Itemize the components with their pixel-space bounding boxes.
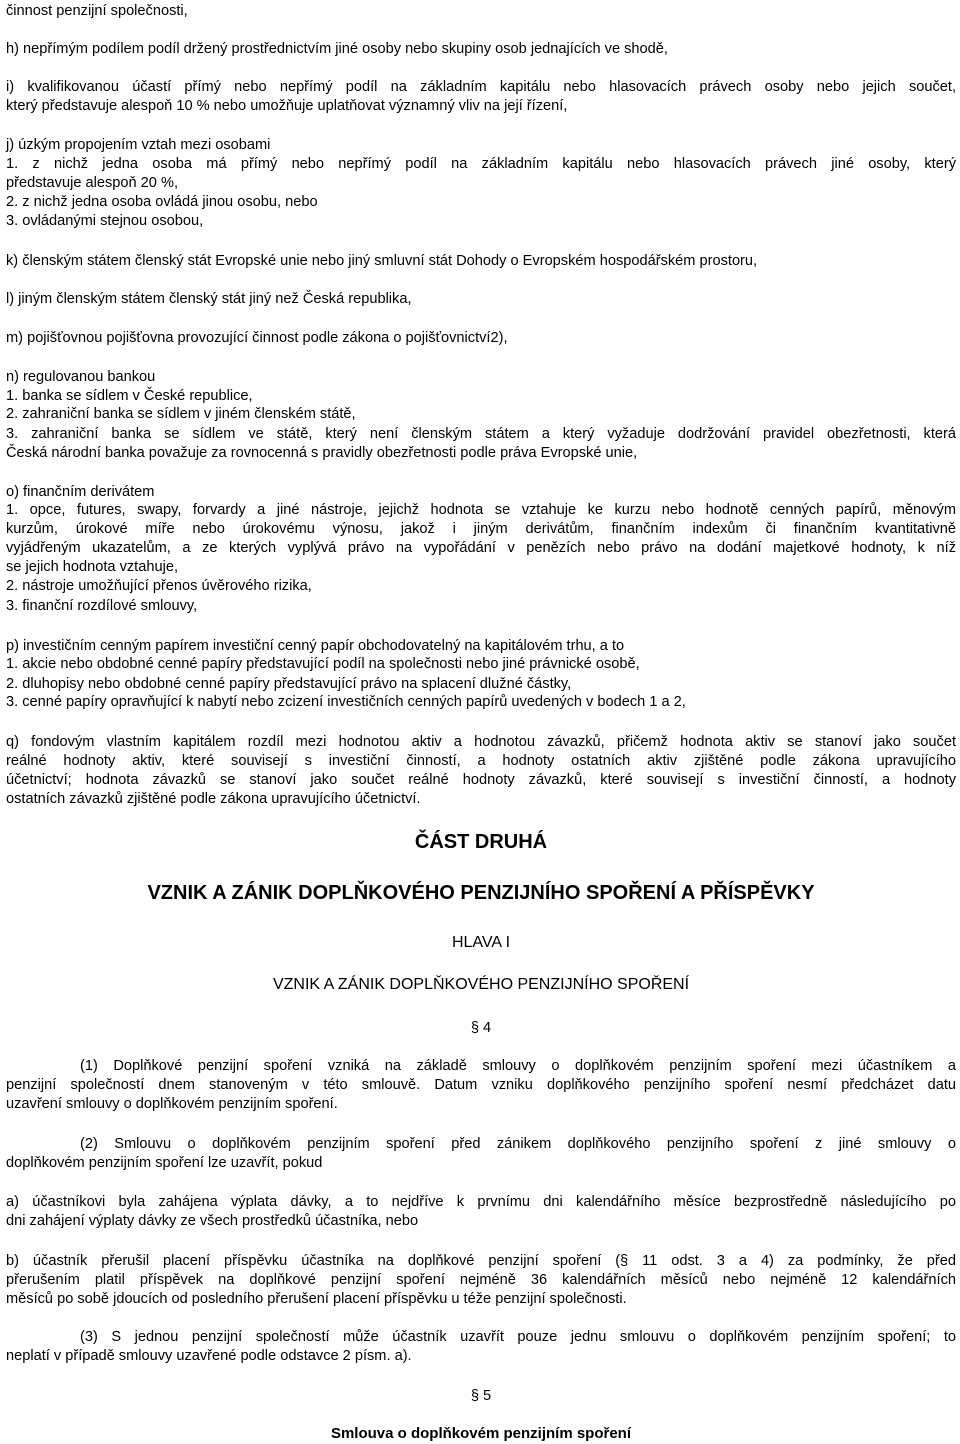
text-line: q) fondovým vlastním kapitálem rozdíl mezi hodnotou aktiv a hodnotou závazků, přičemž hodnota aktiv se stanoví jako součet: [6, 734, 956, 750]
text-line: měsíců po sobě jdoucích od posledního přerušení placení příspěvku u téže penzijní společnosti.: [6, 1291, 627, 1307]
text-line: j) úzkým propojením vztah mezi osobami: [6, 137, 271, 153]
text-line: 3. finanční rozdílové smlouvy,: [6, 598, 198, 614]
part-heading: ČÁST DRUHÁ: [414, 831, 548, 853]
text-line: n) regulovanou bankou: [6, 369, 156, 385]
text-line: b) účastník přerušil placení příspěvku účastníka na doplňkové penzijní spoření (§ 11 odst. 3 a 4) za podmínky, že před: [6, 1253, 956, 1269]
text-line: ostatních závazků zjištěné podle zákona upravujícího účetnictví.: [6, 791, 421, 807]
text-line: h) nepřímým podílem podíl držený prostřednictvím jiné osoby nebo skupiny osob jednajících ve shodě,: [6, 41, 668, 57]
text-line: l) jiným členským státem členský stát jiný než Česká republika,: [6, 291, 412, 307]
text-line: 2. z nichž jedna osoba ovládá jinou osobu, nebo: [6, 194, 318, 210]
text-line: vyjádřeným ukazatelům, a ze kterých vyplývá právo na vypořádání v penězích nebo právo na dodání majetkové hodnoty, k níž: [6, 540, 956, 556]
text-line: p) investičním cenným papírem investiční cenný papír obchodovatelný na kapitálovém trhu, a to: [6, 638, 625, 654]
text-line: penzijní společností dnem stanoveným v této smlouvě. Datum vzniku doplňkového penzijního spoření nesmí předcházet datu: [6, 1077, 956, 1093]
text-line: 1. opce, futures, swapy, forvardy a jiné nástroje, jejichž hodnota se vztahuje ke kurzu nebo hodnotě cenných papírů, měnovým: [6, 502, 956, 518]
chapter-title: VZNIK A ZÁNIK DOPLŇKOVÉHO PENZIJNÍHO SPOŘENÍ: [272, 976, 690, 993]
text-line: m) pojišťovnou pojišťovna provozující činnost podle zákona o pojišťovnictví2),: [6, 330, 508, 346]
part-title: VZNIK A ZÁNIK DOPLŇKOVÉHO PENZIJNÍHO SPOŘENÍ A PŘÍSPĚVKY: [147, 882, 815, 904]
text-line: a) účastníkovi byla zahájena výplata dávky, a to nejdříve k prvnímu dni kalendářního měsíce bezprostředně následujícího po: [6, 1194, 956, 1210]
text-line: (1) Doplňkové penzijní spoření vzniká na základě smlouvy o doplňkovém penzijním spoření mezi účastníkem a: [80, 1058, 956, 1074]
text-line: 1. banka se sídlem v České republice,: [6, 388, 253, 404]
text-line: doplňkovém penzijním spoření lze uzavřít, pokud: [6, 1155, 323, 1171]
text-line: neplatí v případě smlouvy uzavřené podle odstavce 2 písm. a).: [6, 1348, 412, 1364]
section-number: § 4: [470, 1020, 492, 1036]
text-line: (2) Smlouvu o doplňkovém penzijním spoření před zánikem doplňkového penzijního spoření z jiné smlouvy o: [80, 1136, 956, 1152]
chapter-heading: HLAVA I: [451, 934, 511, 951]
text-line: 3. zahraniční banka se sídlem ve státě, který není členským státem a který vyžaduje dodržování pravidel obezřetnosti, která: [6, 426, 956, 442]
text-line: představuje alespoň 20 %,: [6, 175, 178, 191]
text-line: reálné hodnoty aktiv, které souvisejí s investiční činností, a hodnoty ostatních aktiv zjištěné podle zákona upravujícího: [6, 753, 956, 769]
text-line: činnost penzijní společnosti,: [6, 3, 188, 19]
section-number: § 5: [470, 1388, 492, 1404]
text-line: 2. dluhopisy nebo obdobné cenné papíry představující právo na splacení dlužné částky,: [6, 676, 572, 692]
text-line: kurzům, úrokové míře nebo úrokovému výnosu, jakož i jiným derivátům, finančním indexům či finančním kvantitativně: [6, 521, 956, 537]
text-line: (3) S jednou penzijní společností může účastník uzavřít pouze jednu smlouvu o doplňkovém penzijním spoření; to: [80, 1329, 956, 1345]
text-line: 1. z nichž jedna osoba má přímý nebo nepřímý podíl na základním kapitálu nebo hlasovacích právech jiné osoby, který: [6, 156, 956, 172]
text-line: 3. ovládanými stejnou osobou,: [6, 213, 204, 229]
text-line: dni zahájení výplaty dávky ze všech prostředků účastníka, nebo: [6, 1213, 419, 1229]
text-line: i) kvalifikovanou účastí přímý nebo nepřímý podíl na základním kapitálu nebo hlasovacích právech osoby nebo jejich součet,: [6, 79, 956, 95]
text-line: se jejich hodnota vztahuje,: [6, 559, 178, 575]
section-title: Smlouva o doplňkovém penzijním spoření: [330, 1425, 632, 1442]
text-line: který představuje alespoň 10 % nebo umožňuje uplatňovat významný vliv na její řízení,: [6, 98, 568, 114]
text-line: Česká národní banka považuje za rovnocenná s pravidly obezřetnosti podle práva Evropské unie,: [6, 445, 638, 461]
text-line: o) finančním derivátem: [6, 484, 155, 500]
text-line: 3. cenné papíry opravňující k nabytí nebo zcizení investičních cenných papírů uvedených v bodech 1 a 2,: [6, 694, 686, 710]
text-line: 2. zahraniční banka se sídlem v jiném členském státě,: [6, 406, 356, 422]
text-line: účetnictví; hodnota závazků se stanoví jako součet reálné hodnoty závazků, které souvisejí s investiční činností, a hodnoty: [6, 772, 956, 788]
text-line: 2. nástroje umožňující přenos úvěrového rizika,: [6, 578, 312, 594]
text-line: 1. akcie nebo obdobné cenné papíry představující podíl na společnosti nebo jiné právnické osobě,: [6, 656, 640, 672]
text-line: k) členským státem členský stát Evropské unie nebo jiný smluvní stát Dohody o Evropském hospodářském prostoru,: [6, 253, 758, 269]
text-line: přerušením platil příspěvek na doplňkové penzijní spoření nejméně 36 kalendářních měsíců nebo nejméně 12 kalendářních: [6, 1272, 956, 1288]
text-line: uzavření smlouvy o doplňkovém penzijním spoření.: [6, 1096, 338, 1112]
